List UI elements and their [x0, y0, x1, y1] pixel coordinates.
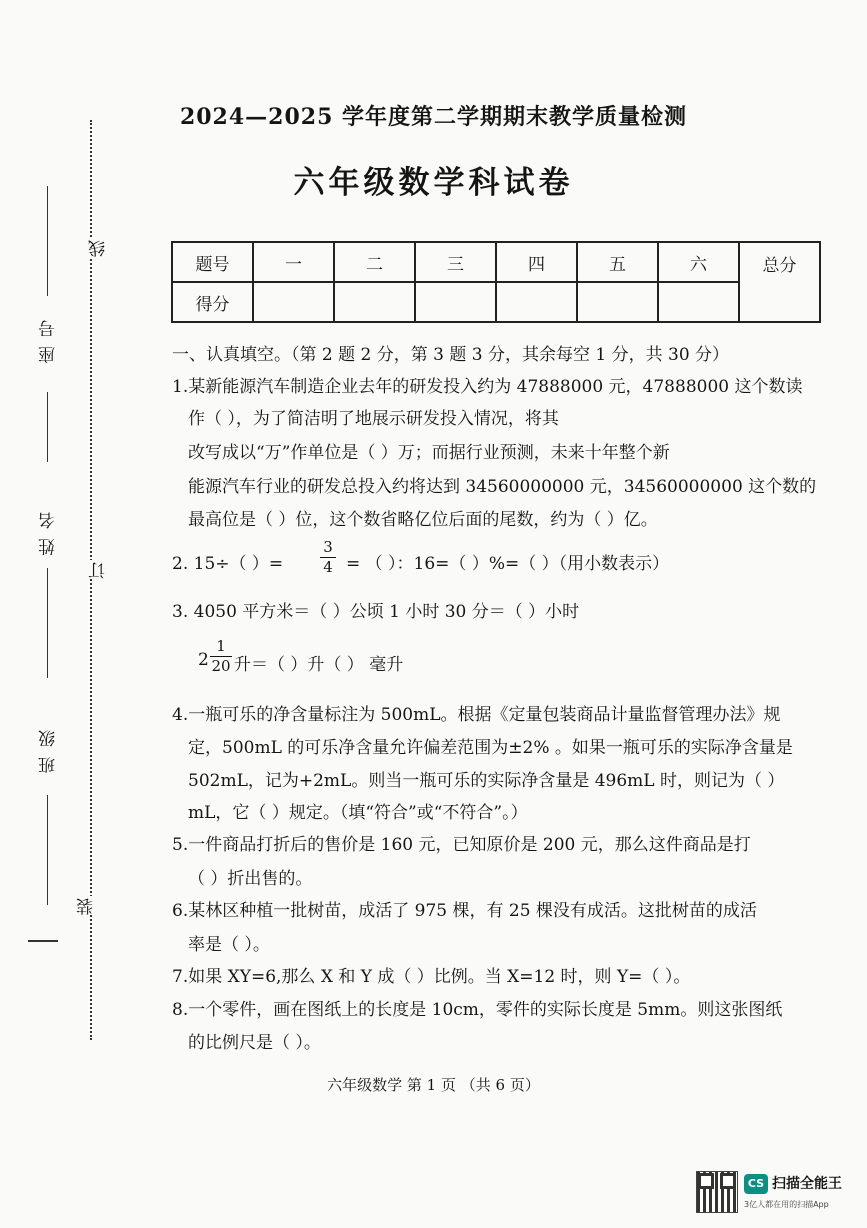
q8-line1: 8.一个零件，画在图纸上的长度是 10cm，零件的实际长度是 5mm。则这张图纸	[172, 1000, 783, 1020]
q4-line3: 502mL，记为+2mL。则当一瓶可乐的实际净含量是 496mL 时，则记为（ ）	[188, 771, 785, 791]
q2-left: 2. 15÷（ ）=	[172, 554, 284, 574]
score-table-header-row	[172, 242, 820, 282]
score-cell: 一	[253, 242, 334, 282]
q3-whole: 2	[198, 650, 209, 670]
exam-title: 2024—2025 学年度第二学期期末教学质量检测	[179, 104, 688, 130]
q7-line1: 7.如果 XY=6,那么 X 和 Y 成（ ）比例。当 X=12 时，则 Y=（ ）。	[172, 967, 691, 987]
q3-line2: 升＝（ ）升（ ） 毫升	[234, 655, 404, 675]
margin-mark	[28, 940, 58, 942]
q3-fraction	[210, 639, 232, 674]
q1-line5: 最高位是（ ）位，这个数省略亿位后面的尾数，约为（ ）亿。	[188, 510, 658, 530]
class-label: 班 级	[39, 728, 59, 774]
q2-frac-num: 3	[323, 538, 333, 556]
camscanner-tagline: 3亿人都在用的扫描App	[744, 1200, 829, 1209]
q5-line2: （ ）折出售的。	[188, 869, 313, 889]
score-row-label: 得分	[172, 282, 253, 322]
q1-line4: 能源汽车行业的研发总投入约将达到 34560000000 元，34560000000 这个数的	[188, 477, 817, 497]
score-blank[interactable]	[415, 282, 496, 322]
score-blank[interactable]	[577, 282, 658, 322]
q4-line4: mL，它（ ）规定。（填“符合”或“不符合”。）	[188, 803, 528, 823]
seat-label: 座 号	[39, 318, 59, 364]
q6-line2: 率是（ ）。	[188, 935, 270, 955]
score-table-score-row	[172, 282, 820, 322]
q8-line2: 的比例尺是（ ）。	[188, 1033, 321, 1053]
score-blank[interactable]	[658, 282, 739, 322]
score-blank[interactable]	[496, 282, 577, 322]
q3-line1: 3. 4050 平方米＝（ ）公顷 1 小时 30 分＝（ ）小时	[172, 602, 580, 622]
class-line	[47, 795, 48, 905]
camscanner-name: 扫描全能王	[772, 1176, 842, 1192]
score-cell: 四	[496, 242, 577, 282]
binding-xian: 线	[86, 238, 111, 257]
q1-line1: 1.某新能源汽车制造企业去年的研发投入约为 47888000 元，47888000 这个数读	[172, 377, 803, 397]
score-blank[interactable]	[334, 282, 415, 322]
binding-ding: 订	[86, 560, 111, 579]
q1-line2: 作（ ），为了简洁明了地展示研发投入情况，将其	[188, 409, 559, 429]
q6-line1: 6.某林区种植一批树苗，成活了 975 棵，有 25 棵没有成活。这批树苗的成活	[172, 901, 757, 921]
exam-subtitle: 六年级数学科试卷	[293, 165, 574, 201]
q4-line2: 定，500mL 的可乐净含量允许偏差范围为±2% 。如果一瓶可乐的实际净含量是	[188, 738, 793, 758]
seat-line-lower	[47, 392, 48, 462]
score-cell: 题号	[172, 242, 253, 282]
q2-frac-den: 4	[323, 558, 333, 576]
page-footer: 六年级数学 第 1 页 （共 6 页）	[327, 1076, 540, 1094]
name-label: 姓 名	[39, 510, 59, 556]
score-table	[171, 241, 821, 323]
q5-line1: 5.一件商品打折后的售价是 160 元，已知原价是 200 元，那么这件商品是打	[172, 835, 751, 855]
seat-line	[47, 186, 48, 296]
binding-zhuang: 装	[74, 896, 99, 915]
score-cell: 二	[334, 242, 415, 282]
score-cell: 五	[577, 242, 658, 282]
score-cell: 三	[415, 242, 496, 282]
name-line	[47, 568, 48, 678]
section-heading: 一、认真填空。（第 2 题 2 分，第 3 题 3 分，其余每空 1 分，共 30 分）	[172, 345, 730, 365]
q3-frac-den: 20	[211, 657, 231, 675]
score-total-cell: 总分	[739, 242, 820, 322]
q2-fraction	[320, 540, 336, 575]
camscanner-logo: CS	[744, 1174, 768, 1194]
score-cell: 六	[658, 242, 739, 282]
score-blank[interactable]	[253, 282, 334, 322]
q4-line1: 4.一瓶可乐的净含量标注为 500mL。根据《定量包装商品计量监督管理办法》规	[172, 705, 781, 725]
q3-frac-num: 1	[216, 637, 226, 655]
q2-right: = （ ）：16=（ ）%=（ ）（用小数表示）	[346, 554, 670, 574]
qr-code-icon	[696, 1171, 738, 1213]
q1-line3: 改写成以“万”作单位是（ ）万；而据行业预测，未来十年整个新	[188, 443, 670, 463]
